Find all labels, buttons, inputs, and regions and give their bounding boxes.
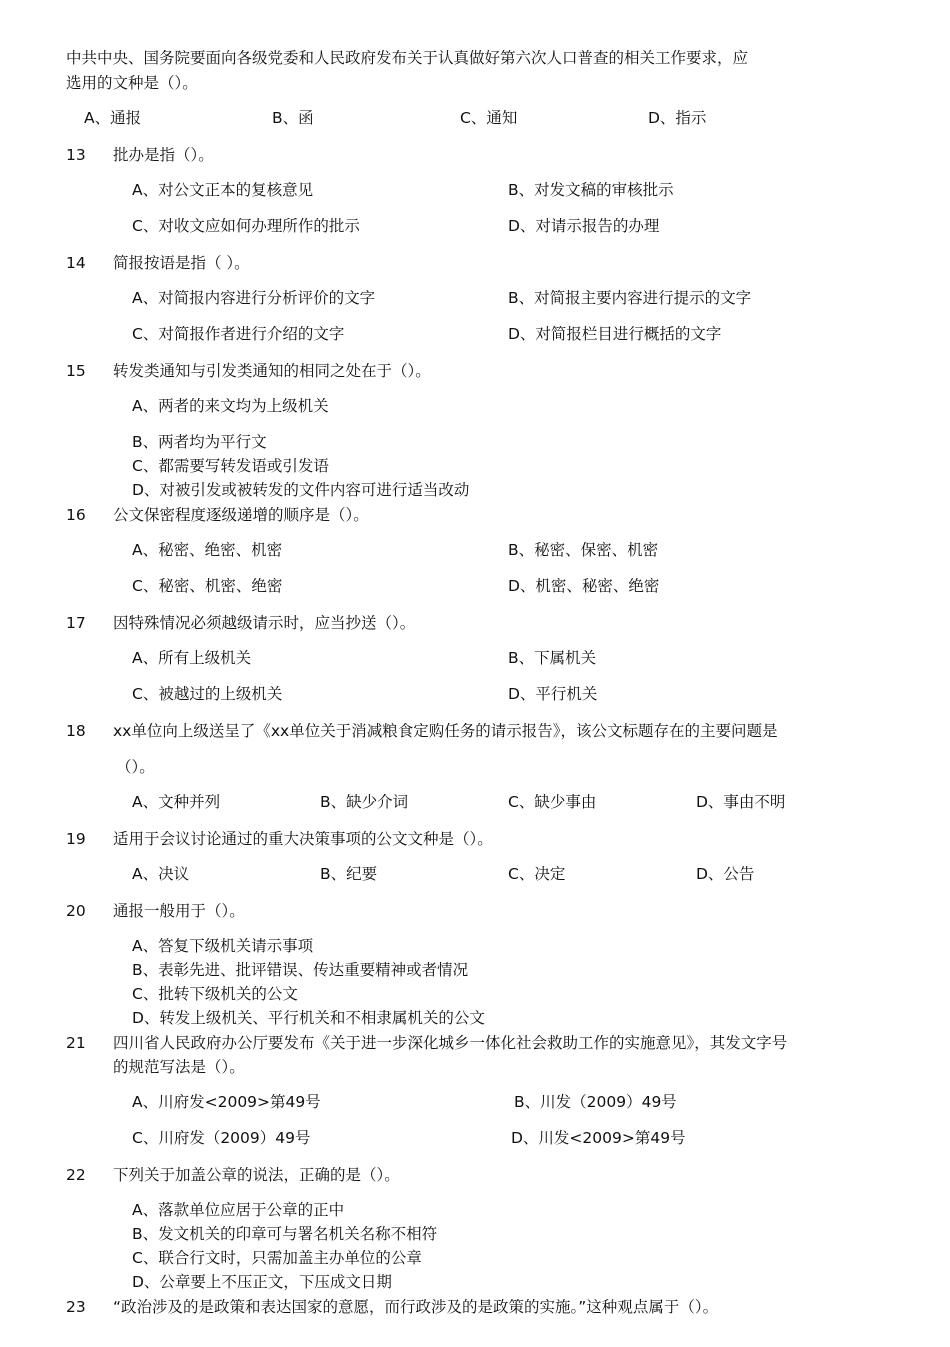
option-b: B、川发（2009）49号 — [514, 1093, 677, 1111]
option-b: B、对简报主要内容进行提示的文字 — [508, 289, 752, 307]
option-d: D、对请示报告的办理 — [508, 217, 660, 235]
option-a: A、秘密、绝密、机密 — [132, 541, 283, 559]
option-c: C、对简报作者进行介绍的文字 — [132, 325, 345, 343]
intro-stem-line-1: 中共中央、国务院要面向各级党委和人民政府发布关于认真做好第六次人口普查的相关工作要求，应 — [66, 49, 749, 67]
option-a: A、决议 — [132, 865, 190, 883]
intro-stem-line-2: 选用的文种是（）。 — [66, 74, 198, 92]
option-a: A、文种并列 — [132, 793, 221, 811]
option-b: B、两者均为平行文 — [132, 433, 267, 451]
question-number: 18 — [66, 722, 86, 740]
option-a: A、答复下级机关请示事项 — [132, 937, 314, 955]
option-d: D、公章要上不压正文，下压成文日期 — [132, 1273, 392, 1291]
option-c: C、川府发（2009）49号 — [132, 1129, 311, 1147]
question-stem: xx单位向上级送呈了《xx单位关于消减粮食定购任务的请示报告》，该公文标题存在的主要问题是 — [113, 722, 778, 740]
option-b: B、表彰先进、批评错误、传达重要精神或者情况 — [132, 961, 469, 979]
question-number: 22 — [66, 1166, 86, 1184]
option-a: A、对公文正本的复核意见 — [132, 181, 314, 199]
option-b: B、发文机关的印章可与署名机关名称不相符 — [132, 1225, 438, 1243]
intro-option-c: C、通知 — [460, 109, 518, 127]
intro-option-b: B、函 — [272, 109, 314, 127]
intro-option-d: D、指示 — [648, 109, 707, 127]
option-b: B、缺少介词 — [320, 793, 409, 811]
option-a: A、对简报内容进行分析评价的文字 — [132, 289, 376, 307]
question-number: 21 — [66, 1034, 86, 1052]
option-a: A、川府发<2009>第49号 — [132, 1093, 321, 1111]
question-stem: 简报按语是指（ ）。 — [113, 254, 250, 272]
option-d: D、川发<2009>第49号 — [511, 1129, 686, 1147]
question-number: 14 — [66, 254, 86, 272]
question-stem: 因特殊情况必须越级请示时，应当抄送（）。 — [113, 614, 416, 632]
option-d: D、公告 — [696, 865, 755, 883]
question-stem: 批办是指（）。 — [113, 146, 214, 164]
option-c: C、决定 — [508, 865, 566, 883]
option-d: D、机密、秘密、绝密 — [508, 577, 660, 595]
question-stem: 通报一般用于（）。 — [113, 902, 245, 920]
intro-option-a: A、通报 — [84, 109, 142, 127]
option-a: A、落款单位应居于公章的正中 — [132, 1201, 345, 1219]
option-c: C、联合行文时，只需加盖主办单位的公章 — [132, 1249, 422, 1267]
question-stem-continued: 的规范写法是（）。 — [113, 1058, 245, 1076]
option-c: C、秘密、机密、绝密 — [132, 577, 283, 595]
option-b: B、下属机关 — [508, 649, 597, 667]
question-stem: 下列关于加盖公章的说法，正确的是（）。 — [113, 1166, 400, 1184]
option-c: C、批转下级机关的公文 — [132, 985, 298, 1003]
option-d: D、转发上级机关、平行机关和不相隶属机关的公文 — [132, 1009, 485, 1027]
question-number: 13 — [66, 146, 86, 164]
question-number: 15 — [66, 362, 86, 380]
option-d: D、平行机关 — [508, 685, 598, 703]
option-d: D、对被引发或被转发的文件内容可进行适当改动 — [132, 481, 470, 499]
question-number: 19 — [66, 830, 86, 848]
question-stem: 公文保密程度逐级递增的顺序是（）。 — [113, 506, 369, 524]
option-b: B、纪要 — [320, 865, 378, 883]
option-b: B、秘密、保密、机密 — [508, 541, 659, 559]
option-c: C、对收文应如何办理所作的批示 — [132, 217, 360, 235]
question-number: 20 — [66, 902, 86, 920]
question-number: 17 — [66, 614, 86, 632]
question-number: 23 — [66, 1298, 86, 1316]
question-number: 16 — [66, 506, 86, 524]
option-d: D、对简报栏目进行概括的文字 — [508, 325, 722, 343]
option-a: A、所有上级机关 — [132, 649, 252, 667]
option-b: B、对发文稿的审核批示 — [508, 181, 674, 199]
option-c: C、被越过的上级机关 — [132, 685, 283, 703]
option-c: C、缺少事由 — [508, 793, 597, 811]
question-stem: “政治涉及的是政策和表达国家的意愿，而行政涉及的是政策的实施。”这种观点属于（）。 — [113, 1298, 719, 1316]
option-d: D、事由不明 — [696, 793, 786, 811]
option-c: C、都需要写转发语或引发语 — [132, 457, 329, 475]
question-stem-continued: （）。 — [116, 758, 155, 776]
question-stem: 四川省人民政府办公厅要发布《关于进一步深化城乡一体化社会救助工作的实施意见》，其发文字号 — [113, 1034, 788, 1052]
option-a: A、两者的来文均为上级机关 — [132, 397, 329, 415]
question-stem: 转发类通知与引发类通知的相同之处在于（）。 — [113, 362, 431, 380]
question-stem: 适用于会议讨论通过的重大决策事项的公文文种是（）。 — [113, 830, 493, 848]
